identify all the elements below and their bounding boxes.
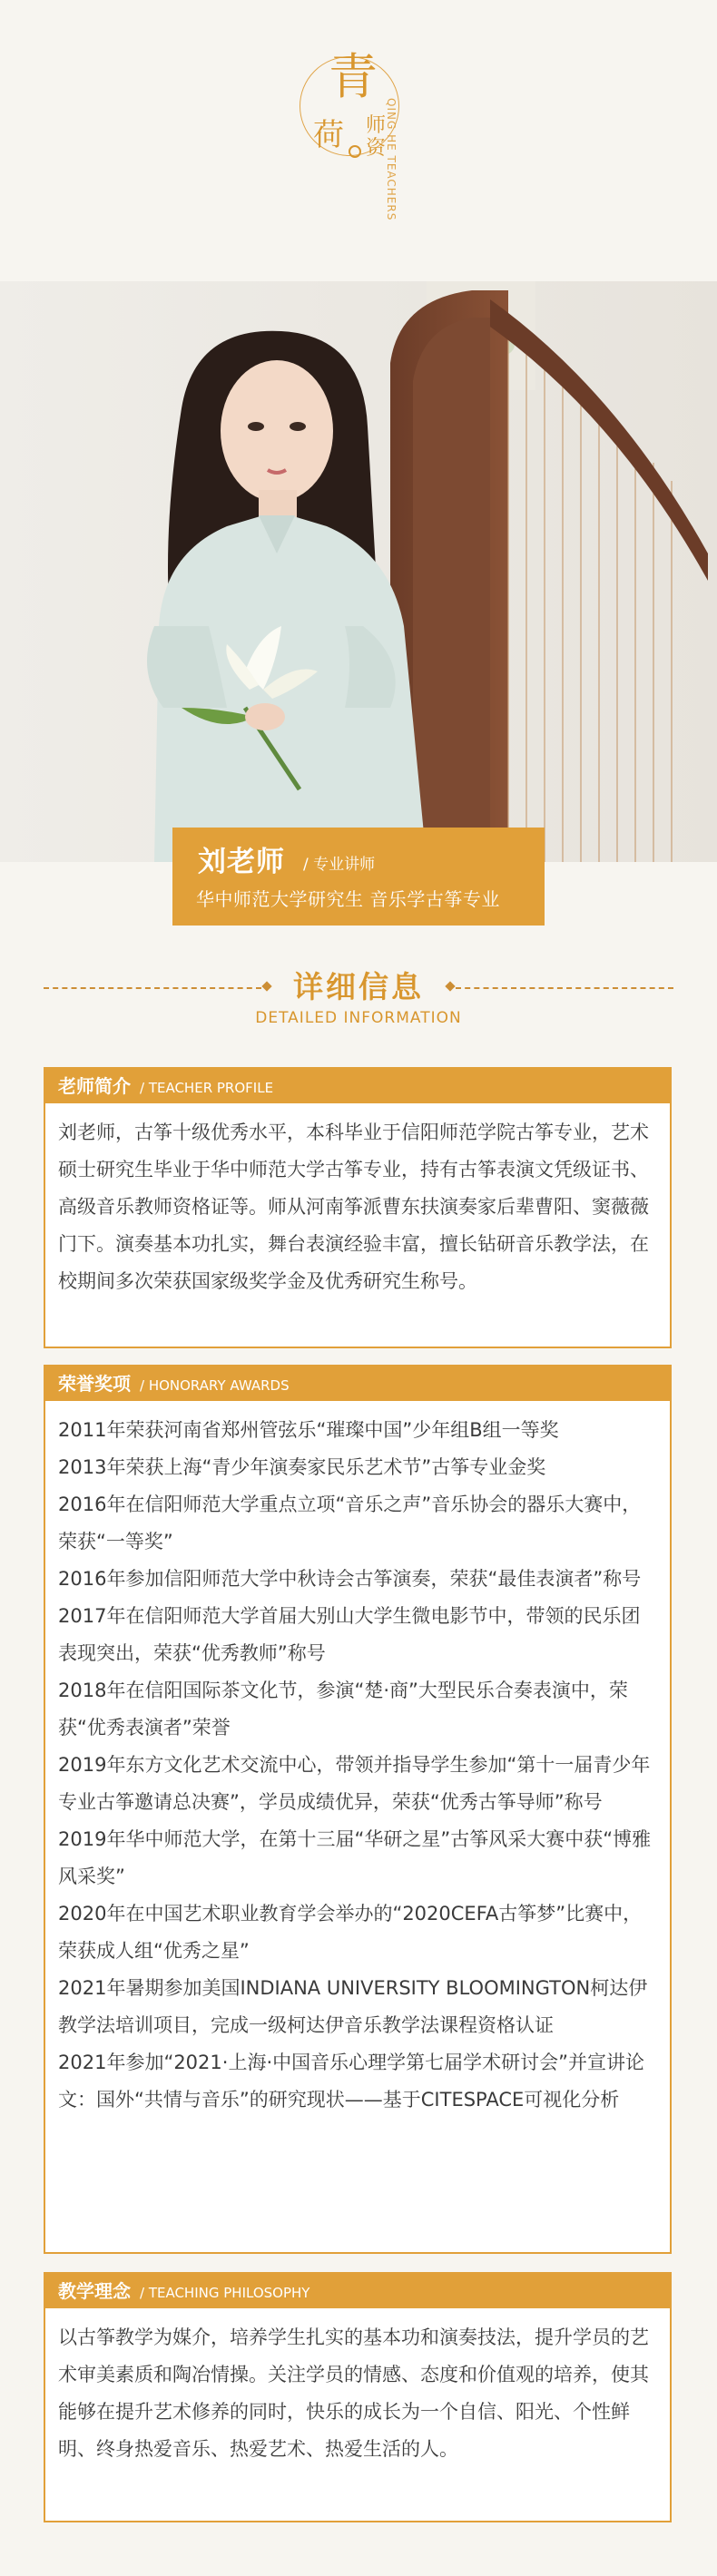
profile-heading: 老师简介 xyxy=(58,1075,131,1097)
teacher-name: 刘老师 xyxy=(198,846,285,878)
award-item: 2016年在信阳师范大学重点立项“音乐之声”音乐协会的器乐大赛中，荣获“一等奖” xyxy=(58,1494,642,1552)
award-item: 2021年参加“2021·上海·中国音乐心理学第七届学术研讨会”并宣讲论文：国外“共情与音乐”的研究现状——基于CITESPACE可视化分析 xyxy=(58,2052,644,2111)
profile-heading-en: / TEACHER PROFILE xyxy=(140,1080,274,1096)
philosophy-heading-en: / TEACHING PHILOSOPHY xyxy=(140,2285,310,2301)
awards-heading: 荣誉奖项 xyxy=(58,1373,131,1395)
logo-char-zi: 资 xyxy=(365,137,386,161)
philosophy-text: 以古筝教学为媒介，培养学生扎实的基本功和演奏技法，提升学员的艺术审美素质和陶冶情操。关注学员的情感、态度和价值观的培养，使其能够在提升艺术修养的同时，快乐的成长为一个自信、阳光、个性鲜明、终身热爱音乐、热爱艺术、热爱生活的人。 xyxy=(58,2326,649,2460)
award-item: 2013年荣获上海“青少年演奏家民乐艺术节”古筝专业金奖 xyxy=(58,1456,546,1478)
teacher-title: / 专业讲师 xyxy=(303,856,376,874)
philosophy-card-header xyxy=(45,2274,670,2308)
teacher-name-card xyxy=(172,828,545,926)
award-item: 2017年在信阳师范大学首届大别山大学生微电影节中，带领的民乐团表现突出，荣获“优秀教师”称号 xyxy=(58,1605,641,1664)
award-item: 2019年东方文化艺术交流中心，带领并指导学生参加“第十一届青少年专业古筝邀请总决赛”，学员成绩优异，荣获“优秀古筝导师”称号 xyxy=(58,1754,651,1813)
section-title: 详细信息 xyxy=(293,969,424,1004)
award-item: 2020年在中国艺术职业教育学会举办的“2020CEFA古筝梦”比赛中，荣获成人组“优秀之星” xyxy=(58,1903,643,1962)
logo-char-he: 荷 xyxy=(313,117,344,153)
logo-dot xyxy=(349,145,361,158)
award-item: 2018年在信阳国际茶文化节，参演“楚·商”大型民乐合奏表演中，荣获“优秀表演者”荣誉 xyxy=(58,1680,628,1739)
logo-char-shi: 师 xyxy=(365,114,386,137)
logo-char-qing: 青 xyxy=(329,48,378,105)
profile-text: 刘老师，古筝十级优秀水平，本科毕业于信阳师范学院古筝专业，艺术硕士研究生毕业于华中师范大学古筝专业，持有古筝表演文凭级证书、高级音乐教师资格证等。师从河南筝派曹东扶演奏家后辈曹阳、窦薇薇门下。演奏基本功扎实，舞台表演经验丰富，擅长钻研音乐教学法，在校期间多次荣获国家级奖学金及优秀研究生称号。 xyxy=(58,1121,649,1292)
profile-card-header xyxy=(45,1069,670,1103)
awards-heading-en: / HONORARY AWARDS xyxy=(140,1377,290,1394)
philosophy-card xyxy=(44,2272,672,2522)
teacher-subtitle: 华中师范大学研究生 音乐学古筝专业 xyxy=(196,888,500,910)
award-item: 2019年华中师范大学，在第十三届“华研之星”古筝风采大赛中获“博雅风采奖” xyxy=(58,1828,652,1887)
award-item: 2016年参加信阳师范大学中秋诗会古筝演奏，荣获“最佳表演者”称号 xyxy=(58,1568,642,1590)
awards-card-header xyxy=(45,1366,670,1401)
section-subtitle: DETAILED INFORMATION xyxy=(255,1009,462,1027)
teacher-photo-illustration xyxy=(0,281,717,862)
philosophy-heading: 教学理念 xyxy=(58,2280,131,2302)
awards-card xyxy=(44,1365,672,2254)
profile-card xyxy=(44,1067,672,1348)
award-item: 2011年荣获河南省郑州管弦乐“璀璨中国”少年组B组一等奖 xyxy=(58,1419,559,1441)
award-item: 2021年暑期参加美国INDIANA UNIVERSITY BLOOMINGTON柯达伊教学法培训项目，完成一级柯达伊音乐教学法课程资格认证 xyxy=(58,1977,648,2036)
awards-list xyxy=(45,1401,670,2119)
teacher-photo xyxy=(0,281,717,862)
logo-english: QING HE TEACHERS xyxy=(385,98,398,221)
